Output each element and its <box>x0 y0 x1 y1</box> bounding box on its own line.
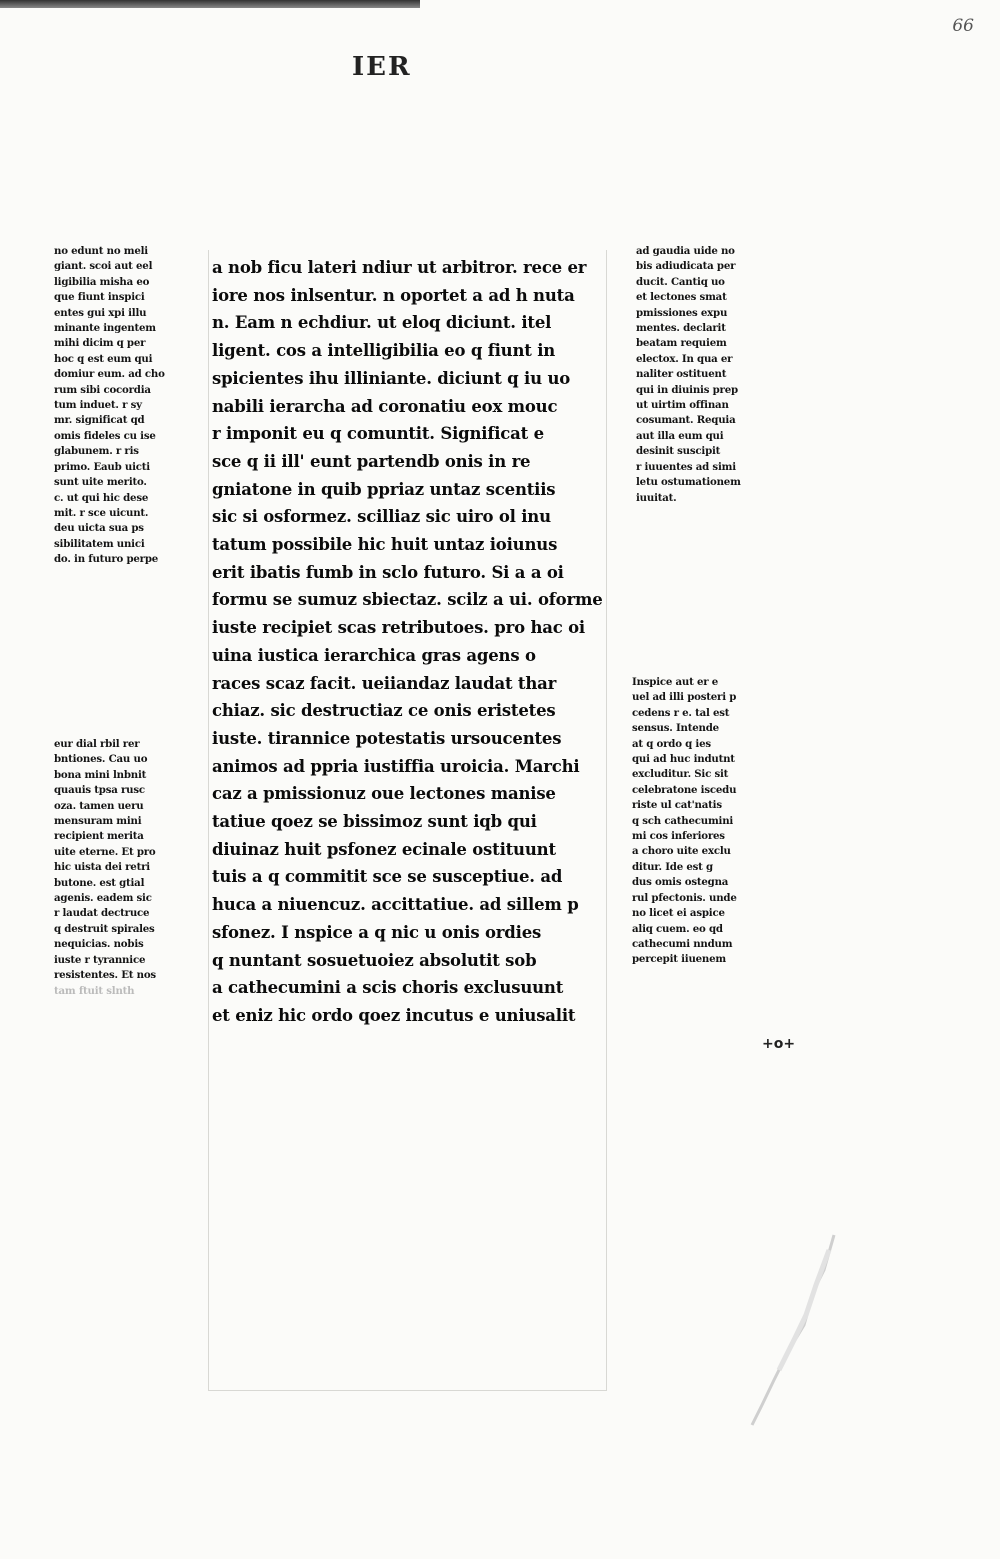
gloss-line: iuuitat. <box>636 491 677 504</box>
main-text-line: sce q ii ill' eunt partendb onis in re <box>212 451 531 471</box>
ruling-line-bottom <box>208 1390 607 1391</box>
gloss-line: glabunem. r ris <box>54 445 139 458</box>
ruling-line-left <box>208 250 209 1390</box>
gloss-line: ut uirtim offinan <box>636 399 729 412</box>
gloss-line: qui in diuinis prep <box>636 383 738 396</box>
gloss-line: mit. r sce uicunt. <box>54 506 149 519</box>
gloss-line: rul pfectonis. unde <box>632 891 737 904</box>
gloss-line: a choro uite exclu <box>632 845 731 858</box>
gloss-line: letu ostumationem <box>636 476 741 489</box>
gloss-line: r laudat dectruce <box>54 907 150 920</box>
gloss-line: q destruit spirales <box>54 922 155 935</box>
ruling-line-right <box>606 250 607 1390</box>
gloss-line: hoc q est eum qui <box>54 352 153 365</box>
main-text-line: iuste recipiet scas retributoes. pro hac oi <box>212 618 585 638</box>
gloss-line: ditur. Ide est g <box>632 860 713 873</box>
main-text-line: a nob ficu lateri ndiur ut arbitror. rece er <box>212 258 587 277</box>
gloss-line: ad gaudia uide no <box>636 245 735 257</box>
gloss-right-top <box>636 244 764 506</box>
gloss-line: r iuuentes ad simi <box>636 460 736 473</box>
gloss-line: nequicias. nobis <box>54 938 144 951</box>
gloss-line: bntiones. Cau uo <box>54 753 148 766</box>
main-text-line: iore nos inlsentur. n oportet a ad h nuta <box>212 285 575 305</box>
gloss-line: tam ftuit slnth <box>54 984 135 997</box>
gloss-line: mensuram mini <box>54 815 142 828</box>
gloss-line: riste ul cat'natis <box>632 799 722 812</box>
gloss-right-bottom <box>632 675 772 968</box>
main-text-line: uina iustica ierarchica gras agens o <box>212 645 536 665</box>
gloss-line: resistentes. Et nos <box>54 969 156 982</box>
main-text-line: sic si osformez. scilliaz sic uiro ol inu <box>212 507 551 527</box>
running-head: IER <box>352 52 412 82</box>
gloss-line: recipient merita <box>54 830 144 843</box>
gloss-line: ducit. Cantiq uo <box>636 275 725 288</box>
gloss-line: hic uista dei retri <box>54 861 150 874</box>
gloss-line: primo. Eaub uicti <box>54 460 150 473</box>
gloss-line: q sch cathecumini <box>632 814 734 827</box>
gloss-line: no edunt no meli <box>54 245 148 257</box>
main-text-column <box>212 254 604 1030</box>
gloss-line: que fiunt inspici <box>54 291 145 304</box>
gloss-line: uel ad illi posteri p <box>632 691 737 704</box>
gloss-line: desinit suscipit <box>636 445 721 458</box>
gloss-line: naliter ostituent <box>636 368 727 381</box>
main-text-line: nabili ierarcha ad coronatiu eox mouc <box>212 396 558 416</box>
gloss-line: c. ut qui hic dese <box>54 491 149 504</box>
main-text-line: n. Eam n echdiur. ut eloq diciunt. itel <box>212 313 552 333</box>
main-text-line: chiaz. sic destructiaz ce onis eristetes <box>212 701 556 721</box>
main-text-line: animos ad ppria iustiffia uroicia. Marchi <box>212 756 580 776</box>
gloss-left-top <box>54 244 182 568</box>
main-text-line: tatum possibile hic huit untaz ioiunus <box>212 535 558 555</box>
gloss-line: do. in futuro perpe <box>54 553 159 566</box>
gloss-line: sensus. Intende <box>632 722 719 735</box>
gloss-line: domiur eum. ad cho <box>54 368 165 381</box>
gloss-line: omis fideles cu ise <box>54 429 156 442</box>
main-text-line: tuis a q commitit sce se susceptiue. ad <box>212 867 563 887</box>
gloss-line: butone. est gtial <box>54 876 145 889</box>
gloss-line: at q ordo q ies <box>632 737 711 750</box>
gloss-line: bis adiudicata per <box>636 260 736 273</box>
gloss-line: tum induet. r sy <box>54 399 142 412</box>
main-text-line: et eniz hic ordo qoez incutus e uniusalit <box>212 1005 576 1025</box>
main-text-line: q nuntant sosuetuoiez absolutit sob <box>212 950 537 970</box>
gloss-line: eur dial rbil rer <box>54 738 140 750</box>
gloss-line: mi cos inferiores <box>632 830 725 843</box>
gloss-line: no licet ei aspice <box>632 907 725 920</box>
gloss-line: excluditur. Sic sit <box>632 768 729 781</box>
gloss-line: cosumant. Requia <box>636 414 736 427</box>
gloss-line: pmissiones expu <box>636 306 728 319</box>
gloss-line: et lectones smat <box>636 291 727 304</box>
gloss-line: mr. significat qd <box>54 414 145 427</box>
gloss-line: deu uicta sua ps <box>54 522 144 535</box>
main-text-line: tatiue qoez se bissimoz sunt iqb qui <box>212 812 537 832</box>
gloss-line: mihi dicim q per <box>54 337 146 350</box>
main-text-line: iuste. tirannice potestatis ursoucentes <box>212 728 562 748</box>
gloss-line: Inspice aut er e <box>632 676 719 688</box>
gloss-line: ligibilia misha eo <box>54 275 150 288</box>
main-text-line: spicientes ihu illiniante. diciunt q iu uo <box>212 368 571 388</box>
main-text-line: huca a niuencuz. accittatiue. ad sillem p <box>212 895 579 915</box>
main-text-line: ligent. cos a intelligibilia eo q fiunt in <box>212 341 556 361</box>
gloss-line: agenis. eadem sic <box>54 892 152 905</box>
main-text-line: gniatone in quib ppriaz untaz scentiis <box>212 479 556 499</box>
scan-edge <box>0 0 420 8</box>
gloss-line: electox. In qua er <box>636 352 733 365</box>
gloss-line: giant. scoi aut eel <box>54 260 153 273</box>
gloss-left-bottom <box>54 737 182 999</box>
gloss-line: iuste r tyrannice <box>54 953 146 966</box>
gloss-line: oza. tamen ueru <box>54 799 144 812</box>
gloss-line: dus omis ostegna <box>632 876 729 889</box>
gloss-line: sibilitatem unici <box>54 537 145 550</box>
gloss-line: entes gui xpi illu <box>54 306 147 319</box>
main-text-line: caz a pmissionuz oue lectones manise <box>212 784 556 804</box>
gloss-line: aliq cuem. eo qd <box>632 922 723 935</box>
main-text-line: r imponit eu q comuntit. Significat e <box>212 424 544 444</box>
gloss-line: celebratone iscedu <box>632 783 737 796</box>
gloss-line: sunt uite merito. <box>54 476 147 489</box>
end-mark: +o+ <box>762 1036 796 1052</box>
gloss-line: minante ingentem <box>54 322 156 335</box>
gloss-line: uite eterne. Et pro <box>54 845 156 858</box>
gloss-line: rum sibi cocordia <box>54 383 151 396</box>
gloss-line: qui ad huc indutnt <box>632 753 735 766</box>
main-text-line: sfonez. I nspice a q nic u onis ordies <box>212 922 542 942</box>
paper-damage-mark <box>744 1230 844 1430</box>
main-text-line: a cathecumini a scis choris exclusuunt <box>212 978 564 998</box>
main-text-line: erit ibatis fumb in sclo futuro. Si a a oi <box>212 562 564 582</box>
gloss-line: mentes. declarit <box>636 322 726 335</box>
gloss-line: quauis tpsa rusc <box>54 784 145 797</box>
gloss-line: aut illa eum qui <box>636 429 724 442</box>
main-text-line: races scaz facit. ueiiandaz laudat thar <box>212 673 557 693</box>
main-text-line: formu se sumuz sbiectaz. scilz a ui. oforme <box>212 590 603 610</box>
gloss-line: beatam requiem <box>636 337 727 350</box>
gloss-line: cathecumi nndum <box>632 937 733 950</box>
folio-number: 66 <box>952 16 974 36</box>
gloss-line: bona mini lnbnit <box>54 768 147 781</box>
gloss-line: percepit iiuenem <box>632 953 726 966</box>
main-text-line: diuinaz huit psfonez ecinale ostituunt <box>212 839 556 859</box>
gloss-line: cedens r e. tal est <box>632 706 730 719</box>
